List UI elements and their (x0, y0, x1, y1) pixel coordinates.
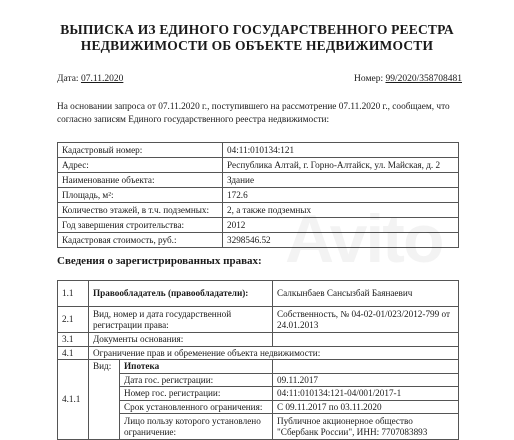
document-title-line-1: ВЫПИСКА ИЗ ЕДИНОГО ГОСУДАРСТВЕННОГО РЕЕСТРА (60, 22, 454, 37)
cadastral-value-value: 3298546.52 (223, 233, 459, 248)
row-number: 3.1 (58, 333, 89, 347)
reg-number-value: 04:11:010134:121-04/001/2017-1 (273, 387, 459, 401)
object-name-value: Здание (223, 173, 459, 188)
row-number: 4.1 (58, 346, 89, 360)
rights-table (57, 280, 459, 440)
date-field (57, 74, 123, 84)
address-value: Республика Алтай, г. Горно-Алтайск, ул. Майская, д. 2 (223, 158, 459, 173)
beneficiary-value: Публичное акционерное общество "Сбербанк России", ИНН: 7707083893 (273, 414, 459, 440)
encumbrance-kind-value: Ипотека (120, 360, 273, 374)
floors-value: 2, а также подземных (223, 203, 459, 218)
build-year-label: Год завершения строительства: (58, 218, 223, 233)
build-year-value: 2012 (223, 218, 459, 233)
rights-section-heading: Сведения о зарегистрированных правах: (57, 255, 262, 267)
term-label: Срок установленного ограничения: (120, 400, 273, 414)
number-value: 99/2020/358708481 (385, 74, 462, 84)
document-title-line-2: НЕДВИЖИМОСТИ ОБ ОБЪЕКТЕ НЕДВИЖИМОСТИ (80, 38, 434, 53)
table-row (58, 333, 459, 347)
cadastral-value-label: Кадастровая стоимость, руб.: (58, 233, 223, 248)
table-row (58, 307, 459, 333)
row-number: 1.1 (58, 281, 89, 307)
registration-label: Вид, номер и дата государственной регистрации права: (89, 307, 273, 333)
avito-watermark (285, 200, 442, 278)
encumbrance-kind-label: Вид: (89, 360, 120, 440)
encumbrance-kind-empty (273, 360, 459, 374)
table-row (58, 346, 459, 360)
row-number: 4.1.1 (58, 360, 89, 440)
table-row (58, 360, 459, 374)
date-label: Дата: (57, 74, 79, 84)
registration-value: Собственность, № 04-02-01/023/2012-799 от 24.01.2013 (273, 307, 459, 333)
object-name-label: Наименование объекта: (58, 173, 223, 188)
reg-date-label: Дата гос. регистрации: (120, 373, 273, 387)
table-row (58, 173, 459, 188)
number-label: Номер: (354, 74, 384, 84)
reg-date-value: 09.11.2017 (273, 373, 459, 387)
date-value: 07.11.2020 (80, 74, 124, 84)
address-label: Адрес: (58, 158, 223, 173)
table-row (58, 143, 459, 158)
table-row (58, 158, 459, 173)
encumbrance-label: Ограничение прав и обременение объекта недвижимости: (89, 346, 459, 360)
documents-value (273, 333, 459, 347)
number-field (354, 74, 462, 84)
row-number: 2.1 (58, 307, 89, 333)
floors-label: Количество этажей, в т.ч. подземных: (58, 203, 223, 218)
area-label: Площадь, м²: (58, 188, 223, 203)
table-row (58, 281, 459, 307)
area-value: 172.6 (223, 188, 459, 203)
owner-value: Салкынбаев Сансызбай Баянаевич (273, 281, 459, 307)
documents-label: Документы основания: (89, 333, 273, 347)
term-value: С 09.11.2017 по 03.11.2020 (273, 400, 459, 414)
owner-label: Правообладатель (правообладатели): (89, 281, 273, 307)
reg-number-label: Номер гос. регистрации: (120, 387, 273, 401)
cadastral-number-value: 04:11:010134:121 (223, 143, 459, 158)
cadastral-number-label: Кадастровый номер: (58, 143, 223, 158)
intro-paragraph: На основании запроса от 07.11.2020 г., поступившего на рассмотрение 07.11.2020 г., сообщаем, что согласно записям Единого государственного реестра недвижимости: (57, 102, 450, 125)
beneficiary-label: Лицо пользу которого установлено ограничение: (120, 414, 273, 440)
